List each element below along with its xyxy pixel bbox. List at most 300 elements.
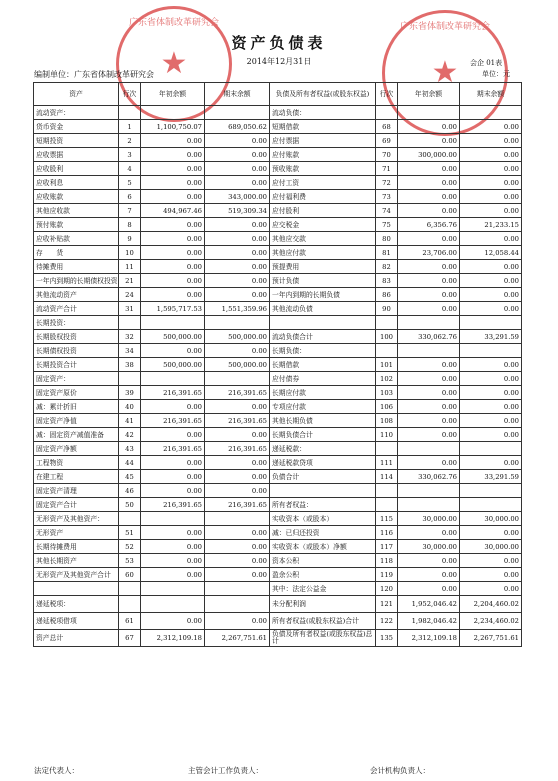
liability-opening-balance: 0.00 (398, 162, 460, 176)
asset-item-label: 待摊费用 (34, 260, 119, 274)
asset-opening-balance: 0.00 (141, 218, 205, 232)
liability-line-no: 68 (376, 120, 398, 134)
liability-opening-balance: 0.00 (398, 120, 460, 134)
asset-closing-balance (205, 316, 270, 330)
asset-opening-balance: 0.00 (141, 274, 205, 288)
column-header: 资产 (34, 83, 119, 106)
liability-closing-balance: 30,000.00 (460, 540, 522, 554)
asset-closing-balance: 0.00 (205, 470, 270, 484)
asset-item-label: 固定资产净额 (34, 442, 119, 456)
liability-line-no: 115 (376, 512, 398, 526)
liability-line-no (376, 106, 398, 120)
column-header: 期末余额 (460, 83, 522, 106)
liability-line-no: 114 (376, 470, 398, 484)
asset-line-no: 34 (119, 344, 141, 358)
liability-item-label: 实收资本（或股本） (270, 512, 376, 526)
asset-closing-balance: 500,000.00 (205, 330, 270, 344)
asset-item-label: 流动资产： (34, 106, 119, 120)
liability-item-label: 盈余公积 (270, 568, 376, 582)
asset-line-no (119, 106, 141, 120)
liability-line-no: 100 (376, 330, 398, 344)
liability-item-label (270, 484, 376, 498)
asset-item-label: 固定资产合计 (34, 498, 119, 512)
liability-closing-balance: 0.00 (460, 582, 522, 596)
asset-closing-balance: 0.00 (205, 613, 270, 630)
asset-item-label: 货币资金 (34, 120, 119, 134)
liability-closing-balance: 2,234,460.02 (460, 613, 522, 630)
liability-line-no: 70 (376, 148, 398, 162)
asset-opening-balance (141, 372, 205, 386)
liability-opening-balance (398, 442, 460, 456)
liability-line-no: 80 (376, 232, 398, 246)
asset-closing-balance: 216,391.65 (205, 442, 270, 456)
liability-line-no: 69 (376, 134, 398, 148)
liability-line-no: 121 (376, 596, 398, 613)
asset-opening-balance: 0.00 (141, 246, 205, 260)
asset-opening-balance: 0.00 (141, 148, 205, 162)
liability-line-no: 110 (376, 428, 398, 442)
liability-line-no: 90 (376, 302, 398, 316)
asset-line-no: 38 (119, 358, 141, 372)
asset-line-no: 24 (119, 288, 141, 302)
liability-opening-balance: 330,062.76 (398, 330, 460, 344)
liability-closing-balance: 33,291.59 (460, 470, 522, 484)
liability-closing-balance: 0.00 (460, 260, 522, 274)
asset-opening-balance: 0.00 (141, 484, 205, 498)
liability-item-label: 专项应付款 (270, 400, 376, 414)
asset-closing-balance: 0.00 (205, 162, 270, 176)
asset-opening-balance: 494,967.46 (141, 204, 205, 218)
liability-item-label: 长期借款 (270, 358, 376, 372)
asset-opening-balance: 0.00 (141, 288, 205, 302)
liability-opening-balance: 0.00 (398, 260, 460, 274)
asset-line-no: 51 (119, 526, 141, 540)
asset-item-label: 长期投资合计 (34, 358, 119, 372)
asset-line-no: 46 (119, 484, 141, 498)
liability-closing-balance (460, 316, 522, 330)
liability-line-no: 116 (376, 526, 398, 540)
table-row (34, 204, 522, 218)
liability-opening-balance: 1,952,046.42 (398, 596, 460, 613)
liability-opening-balance: 300,000.00 (398, 148, 460, 162)
liability-opening-balance: 30,000.00 (398, 512, 460, 526)
currency-unit: 单位：元 (482, 70, 510, 78)
asset-line-no: 61 (119, 613, 141, 630)
asset-line-no (119, 582, 141, 596)
liability-line-no: 122 (376, 613, 398, 630)
asset-line-no (119, 512, 141, 526)
liability-line-no: 82 (376, 260, 398, 274)
asset-line-no: 53 (119, 554, 141, 568)
liability-line-no (376, 484, 398, 498)
liability-closing-balance (460, 344, 522, 358)
liability-line-no (376, 344, 398, 358)
asset-closing-balance: 0.00 (205, 148, 270, 162)
asset-line-no: 44 (119, 456, 141, 470)
asset-item-label: 长期待摊费用 (34, 540, 119, 554)
liability-line-no: 119 (376, 568, 398, 582)
liability-opening-balance: 6,356.76 (398, 218, 460, 232)
asset-item-label: 应收股利 (34, 162, 119, 176)
asset-line-no: 39 (119, 386, 141, 400)
table-row (34, 274, 522, 288)
asset-opening-balance: 0.00 (141, 428, 205, 442)
asset-opening-balance: 0.00 (141, 162, 205, 176)
asset-closing-balance: 0.00 (205, 456, 270, 470)
liability-item-label: 减：已归还投资 (270, 526, 376, 540)
liability-line-no: 103 (376, 386, 398, 400)
asset-opening-balance: 0.00 (141, 554, 205, 568)
asset-line-no: 31 (119, 302, 141, 316)
liability-item-label: 负债及所有者权益(或股东权益)总计 (270, 630, 376, 647)
balance-sheet-table (33, 82, 522, 647)
asset-line-no: 60 (119, 568, 141, 582)
report-title: 资产负债表 (231, 34, 327, 52)
asset-closing-balance: 343,000.00 (205, 190, 270, 204)
liability-line-no: 120 (376, 582, 398, 596)
asset-closing-balance: 0.00 (205, 134, 270, 148)
table-row (34, 344, 522, 358)
star-icon: ★ (431, 55, 459, 90)
asset-item-label: 减：累计折旧 (34, 400, 119, 414)
table-row (34, 120, 522, 134)
liability-opening-balance (398, 498, 460, 512)
asset-opening-balance: 0.00 (141, 134, 205, 148)
liability-line-no: 75 (376, 218, 398, 232)
asset-item-label: 应收票据 (34, 148, 119, 162)
asset-line-no (119, 372, 141, 386)
asset-item-label: 存 货 (34, 246, 119, 260)
table-row (34, 568, 522, 582)
asset-closing-balance: 216,391.65 (205, 386, 270, 400)
table-body (34, 106, 522, 647)
liability-closing-balance: 0.00 (460, 204, 522, 218)
asset-opening-balance: 0.00 (141, 568, 205, 582)
asset-item-label: 无形资产及其他资产合计 (34, 568, 119, 582)
asset-item-label: 其他流动资产 (34, 288, 119, 302)
asset-opening-balance: 0.00 (141, 344, 205, 358)
liability-closing-balance: 0.00 (460, 554, 522, 568)
asset-opening-balance: 0.00 (141, 260, 205, 274)
liability-opening-balance: 0.00 (398, 386, 460, 400)
asset-line-no: 45 (119, 470, 141, 484)
asset-opening-balance: 1,100,750.07 (141, 120, 205, 134)
liability-item-label: 预收账款 (270, 162, 376, 176)
liability-line-no: 108 (376, 414, 398, 428)
asset-line-no: 5 (119, 176, 141, 190)
liability-line-no (376, 316, 398, 330)
asset-item-label: 一年内到期的长期债权投资 (34, 274, 119, 288)
asset-line-no: 1 (119, 120, 141, 134)
liability-opening-balance: 330,062.76 (398, 470, 460, 484)
liability-closing-balance: 0.00 (460, 428, 522, 442)
liability-closing-balance (460, 498, 522, 512)
table-row (34, 442, 522, 456)
table-row (34, 428, 522, 442)
table-row (34, 232, 522, 246)
table-row (34, 316, 522, 330)
asset-item-label: 固定资产清理 (34, 484, 119, 498)
liability-item-label: 递延税款： (270, 442, 376, 456)
asset-item-label: 无形资产 (34, 526, 119, 540)
liability-opening-balance: 0.00 (398, 554, 460, 568)
asset-opening-balance: 0.00 (141, 400, 205, 414)
liability-item-label: 所有者权益： (270, 498, 376, 512)
liability-opening-balance: 0.00 (398, 400, 460, 414)
asset-line-no: 11 (119, 260, 141, 274)
liability-opening-balance: 0.00 (398, 190, 460, 204)
liability-closing-balance: 0.00 (460, 568, 522, 582)
asset-closing-balance: 0.00 (205, 568, 270, 582)
asset-line-no: 42 (119, 428, 141, 442)
liability-item-label: 递延税款贷项 (270, 456, 376, 470)
asset-closing-balance: 216,391.65 (205, 414, 270, 428)
table-row (34, 554, 522, 568)
liability-item-label: 应付工资 (270, 176, 376, 190)
table-header-row (34, 83, 522, 106)
asset-opening-balance: 216,391.65 (141, 498, 205, 512)
asset-item-label: 递延税项借项 (34, 613, 119, 630)
asset-item-label: 减：固定资产减值准备 (34, 428, 119, 442)
asset-item-label: 资产总计 (34, 630, 119, 647)
asset-opening-balance (141, 316, 205, 330)
asset-line-no: 41 (119, 414, 141, 428)
asset-opening-balance: 0.00 (141, 232, 205, 246)
asset-closing-balance: 216,391.65 (205, 498, 270, 512)
asset-line-no: 50 (119, 498, 141, 512)
asset-closing-balance (205, 372, 270, 386)
asset-item-label: 短期投资 (34, 134, 119, 148)
liability-item-label: 长期应付款 (270, 386, 376, 400)
asset-opening-balance: 216,391.65 (141, 414, 205, 428)
asset-closing-balance: 0.00 (205, 400, 270, 414)
asset-item-label: 长期股权投资 (34, 330, 119, 344)
asset-closing-balance: 0.00 (205, 526, 270, 540)
asset-line-no (119, 596, 141, 613)
liability-line-no: 73 (376, 190, 398, 204)
left-seal-text: 广东省体制改革研究会 (128, 18, 219, 28)
asset-opening-balance: 216,391.65 (141, 442, 205, 456)
table-row (34, 106, 522, 120)
liability-opening-balance: 1,982,046.42 (398, 613, 460, 630)
asset-item-label: 长期投资： (34, 316, 119, 330)
asset-closing-balance: 0.00 (205, 554, 270, 568)
liability-line-no: 72 (376, 176, 398, 190)
asset-closing-balance (205, 582, 270, 596)
liability-closing-balance: 0.00 (460, 176, 522, 190)
liability-item-label (270, 316, 376, 330)
liability-line-no: 118 (376, 554, 398, 568)
column-header: 负债及所有者权益(或股东权益) (270, 83, 376, 106)
asset-line-no: 21 (119, 274, 141, 288)
asset-item-label: 长期债权投资 (34, 344, 119, 358)
liability-item-label: 预提费用 (270, 260, 376, 274)
liability-closing-balance: 30,000.00 (460, 512, 522, 526)
table-row (34, 148, 522, 162)
liability-line-no: 86 (376, 288, 398, 302)
table-row (34, 372, 522, 386)
liability-item-label: 应付账款 (270, 148, 376, 162)
liability-opening-balance (398, 316, 460, 330)
liability-closing-balance (460, 484, 522, 498)
liability-closing-balance: 0.00 (460, 456, 522, 470)
asset-line-no: 43 (119, 442, 141, 456)
liability-item-label: 所有者权益(或股东权益)合计 (270, 613, 376, 630)
asset-closing-balance: 1,551,359.96 (205, 302, 270, 316)
liability-opening-balance: 23,706.00 (398, 246, 460, 260)
table-row (34, 512, 522, 526)
table-row (34, 358, 522, 372)
table-row (34, 288, 522, 302)
table-row (34, 540, 522, 554)
table-row (34, 414, 522, 428)
form-number: 会企 01表 (470, 59, 503, 67)
asset-closing-balance: 500,000.00 (205, 358, 270, 372)
table-row (34, 498, 522, 512)
table-row (34, 386, 522, 400)
asset-item-label: 在建工程 (34, 470, 119, 484)
asset-item-label: 应收补贴款 (34, 232, 119, 246)
liability-opening-balance: 0.00 (398, 302, 460, 316)
asset-closing-balance (205, 596, 270, 613)
column-header: 年初余额 (141, 83, 205, 106)
table-row (34, 134, 522, 148)
liability-opening-balance (398, 344, 460, 358)
star-icon: ★ (160, 46, 188, 81)
liability-opening-balance: 0.00 (398, 176, 460, 190)
asset-closing-balance: 0.00 (205, 246, 270, 260)
asset-item-label: 工程物资 (34, 456, 119, 470)
liability-opening-balance: 0.00 (398, 288, 460, 302)
liability-closing-balance: 0.00 (460, 162, 522, 176)
liability-closing-balance: 0.00 (460, 288, 522, 302)
table-row (34, 400, 522, 414)
asset-line-no: 4 (119, 162, 141, 176)
asset-closing-balance: 0.00 (205, 218, 270, 232)
asset-closing-balance: 0.00 (205, 260, 270, 274)
asset-line-no (119, 316, 141, 330)
liability-opening-balance: 0.00 (398, 274, 460, 288)
liability-item-label: 应付票据 (270, 134, 376, 148)
liability-line-no (376, 498, 398, 512)
liability-line-no (376, 442, 398, 456)
liability-closing-balance: 0.00 (460, 386, 522, 400)
accounting-supervisor-label: 主管会计工作负责人： (188, 766, 263, 775)
asset-closing-balance: 0.00 (205, 232, 270, 246)
liability-item-label: 未分配利润 (270, 596, 376, 613)
asset-opening-balance: 0.00 (141, 540, 205, 554)
liability-closing-balance: 21,233.15 (460, 218, 522, 232)
liability-closing-balance: 2,204,460.02 (460, 596, 522, 613)
liability-opening-balance (398, 484, 460, 498)
liability-item-label: 负债合计 (270, 470, 376, 484)
liability-line-no: 101 (376, 358, 398, 372)
asset-item-label: 应收账款 (34, 190, 119, 204)
asset-opening-balance: 1,595,717.53 (141, 302, 205, 316)
liability-item-label: 其他应交款 (270, 232, 376, 246)
asset-item-label: 递延税项： (34, 596, 119, 613)
asset-line-no: 10 (119, 246, 141, 260)
liability-closing-balance: 0.00 (460, 148, 522, 162)
asset-item-label: 应收利息 (34, 176, 119, 190)
table-row (34, 613, 522, 630)
liability-opening-balance: 0.00 (398, 232, 460, 246)
table-row (34, 190, 522, 204)
table-row (34, 260, 522, 274)
liability-opening-balance: 0.00 (398, 568, 460, 582)
asset-item-label: 预付账款 (34, 218, 119, 232)
liability-opening-balance: 2,312,109.18 (398, 630, 460, 647)
liability-line-no: 117 (376, 540, 398, 554)
asset-line-no: 9 (119, 232, 141, 246)
liability-opening-balance (398, 106, 460, 120)
liability-item-label: 其中：法定公益金 (270, 582, 376, 596)
liability-line-no: 83 (376, 274, 398, 288)
asset-item-label: 固定资产原价 (34, 386, 119, 400)
liability-closing-balance: 0.00 (460, 302, 522, 316)
liability-closing-balance (460, 442, 522, 456)
column-header: 期末余额 (205, 83, 270, 106)
liability-item-label: 应付福利费 (270, 190, 376, 204)
liability-line-no: 71 (376, 162, 398, 176)
table-row (34, 596, 522, 613)
preparing-unit: 编制单位：广东省体制改革研究会 (34, 70, 154, 79)
liability-item-label: 其他流动负债 (270, 302, 376, 316)
asset-closing-balance: 0.00 (205, 344, 270, 358)
asset-item-label: 固定资产： (34, 372, 119, 386)
liability-closing-balance (460, 106, 522, 120)
asset-closing-balance: 0.00 (205, 540, 270, 554)
asset-closing-balance: 0.00 (205, 428, 270, 442)
asset-item-label: 流动资产合计 (34, 302, 119, 316)
liability-line-no: 81 (376, 246, 398, 260)
asset-opening-balance (141, 582, 205, 596)
liability-line-no: 111 (376, 456, 398, 470)
asset-opening-balance (141, 596, 205, 613)
asset-item-label: 固定资产净值 (34, 414, 119, 428)
asset-opening-balance: 216,391.65 (141, 386, 205, 400)
report-date: 2014年12月31日 (246, 57, 312, 66)
asset-line-no: 3 (119, 148, 141, 162)
liability-item-label: 资本公积 (270, 554, 376, 568)
asset-item-label: 其他应收款 (34, 204, 119, 218)
asset-closing-balance: 0.00 (205, 176, 270, 190)
asset-closing-balance: 2,267,751.61 (205, 630, 270, 647)
liability-closing-balance: 0.00 (460, 526, 522, 540)
asset-closing-balance (205, 512, 270, 526)
accounting-dept-head-label: 会计机构负责人： (370, 766, 430, 775)
asset-closing-balance: 689,050.62 (205, 120, 270, 134)
table-row (34, 484, 522, 498)
liability-item-label: 一年内到期的长期负债 (270, 288, 376, 302)
liability-closing-balance: 0.00 (460, 400, 522, 414)
liability-opening-balance: 0.00 (398, 414, 460, 428)
liability-line-no: 135 (376, 630, 398, 647)
liability-closing-balance: 0.00 (460, 232, 522, 246)
liability-opening-balance: 0.00 (398, 204, 460, 218)
liability-item-label: 流动负债： (270, 106, 376, 120)
asset-opening-balance: 0.00 (141, 456, 205, 470)
table-row (34, 162, 522, 176)
liability-item-label: 应交税金 (270, 218, 376, 232)
liability-closing-balance: 2,267,751.61 (460, 630, 522, 647)
asset-closing-balance (205, 106, 270, 120)
liability-opening-balance: 0.00 (398, 526, 460, 540)
asset-opening-balance: 2,312,109.18 (141, 630, 205, 647)
liability-item-label: 其他应付款 (270, 246, 376, 260)
liability-item-label: 预计负债 (270, 274, 376, 288)
liability-item-label: 实收资本（或股本）净额 (270, 540, 376, 554)
